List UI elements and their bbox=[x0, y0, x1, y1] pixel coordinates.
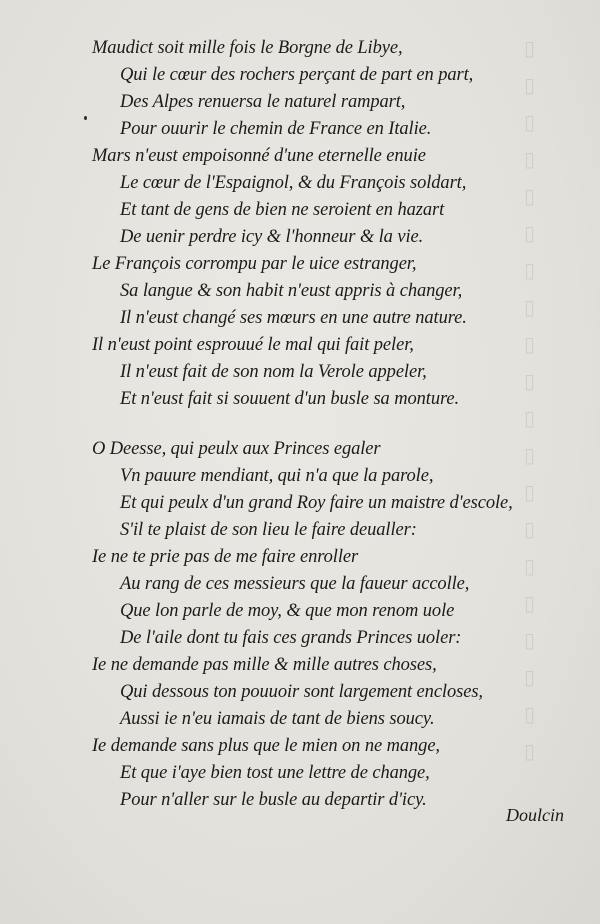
ink-speck bbox=[84, 116, 87, 120]
verse-line: S'il te plaist de son lieu le faire deualler: bbox=[120, 520, 417, 540]
show-through-bleed: ▯ ▯ ▯ ▯ ▯ ▯ ▯ ▯ ▯ ▯ ▯ ▯ ▯ ▯ ▯ ▯ ▯ ▯ ▯ ▯ bbox=[524, 36, 536, 763]
verse-line: Et tant de gens de bien ne seroient en hazart bbox=[120, 200, 445, 220]
verse-line: Et qui peulx d'un grand Roy faire un maistre d'escole, bbox=[120, 493, 513, 513]
verse-line: Que lon parle de moy, & que mon renom uole bbox=[120, 601, 455, 621]
verse-line: Pour ouurir le chemin de France en Italie. bbox=[120, 119, 432, 139]
verse-line: Qui le cœur des rochers perçant de part en part, bbox=[120, 65, 474, 85]
verse-line: De uenir perdre icy & l'honneur & la vie. bbox=[120, 227, 424, 247]
catchword: Doulcin bbox=[506, 805, 564, 825]
verse-line: Le cœur de l'Espaignol, & du François soldart, bbox=[120, 173, 467, 193]
verse-line: Et n'eust fait si souuent d'un busle sa monture. bbox=[120, 389, 460, 409]
verse-line: Il n'eust changé ses mœurs en une autre nature. bbox=[120, 308, 467, 328]
verse-line: Sa langue & son habit n'eust appris à changer, bbox=[120, 281, 463, 301]
verse-line: Ie ne te prie pas de me faire enroller bbox=[92, 547, 359, 567]
verse-line: Et que i'aye bien tost une lettre de change, bbox=[120, 763, 430, 783]
verse-line: Des Alpes renuersa le naturel rampart, bbox=[120, 92, 406, 112]
verse-line: Au rang de ces messieurs que la faueur accolle, bbox=[120, 574, 470, 594]
verse-line: De l'aile dont tu fais ces grands Princes uoler: bbox=[120, 628, 462, 648]
verse-line: Il n'eust point esprouué le mal qui fait peler, bbox=[92, 335, 414, 355]
verse-line: Maudict soit mille fois le Borgne de Libye, bbox=[92, 38, 403, 58]
verse-line: Pour n'aller sur le busle au departir d'icy. bbox=[120, 790, 427, 810]
verse-line: Ie demande sans plus que le mien on ne mange, bbox=[92, 736, 440, 756]
verse-line: Qui dessous ton pouuoir sont largement encloses, bbox=[120, 682, 483, 702]
verse-line: Mars n'eust empoisonné d'une eternelle enuie bbox=[92, 146, 426, 166]
verse-line: Aussi ie n'eu iamais de tant de biens soucy. bbox=[120, 709, 435, 729]
verse-line: Il n'eust fait de son nom la Verole appeler, bbox=[120, 362, 427, 382]
verse-line: Le François corrompu par le uice estranger, bbox=[92, 254, 417, 274]
verse-line: Ie ne demande pas mille & mille autres choses, bbox=[92, 655, 437, 675]
verse-line: Vn pauure mendiant, qui n'a que la parole, bbox=[120, 466, 434, 486]
verse-line: O Deesse, qui peulx aux Princes egaler bbox=[92, 439, 381, 459]
